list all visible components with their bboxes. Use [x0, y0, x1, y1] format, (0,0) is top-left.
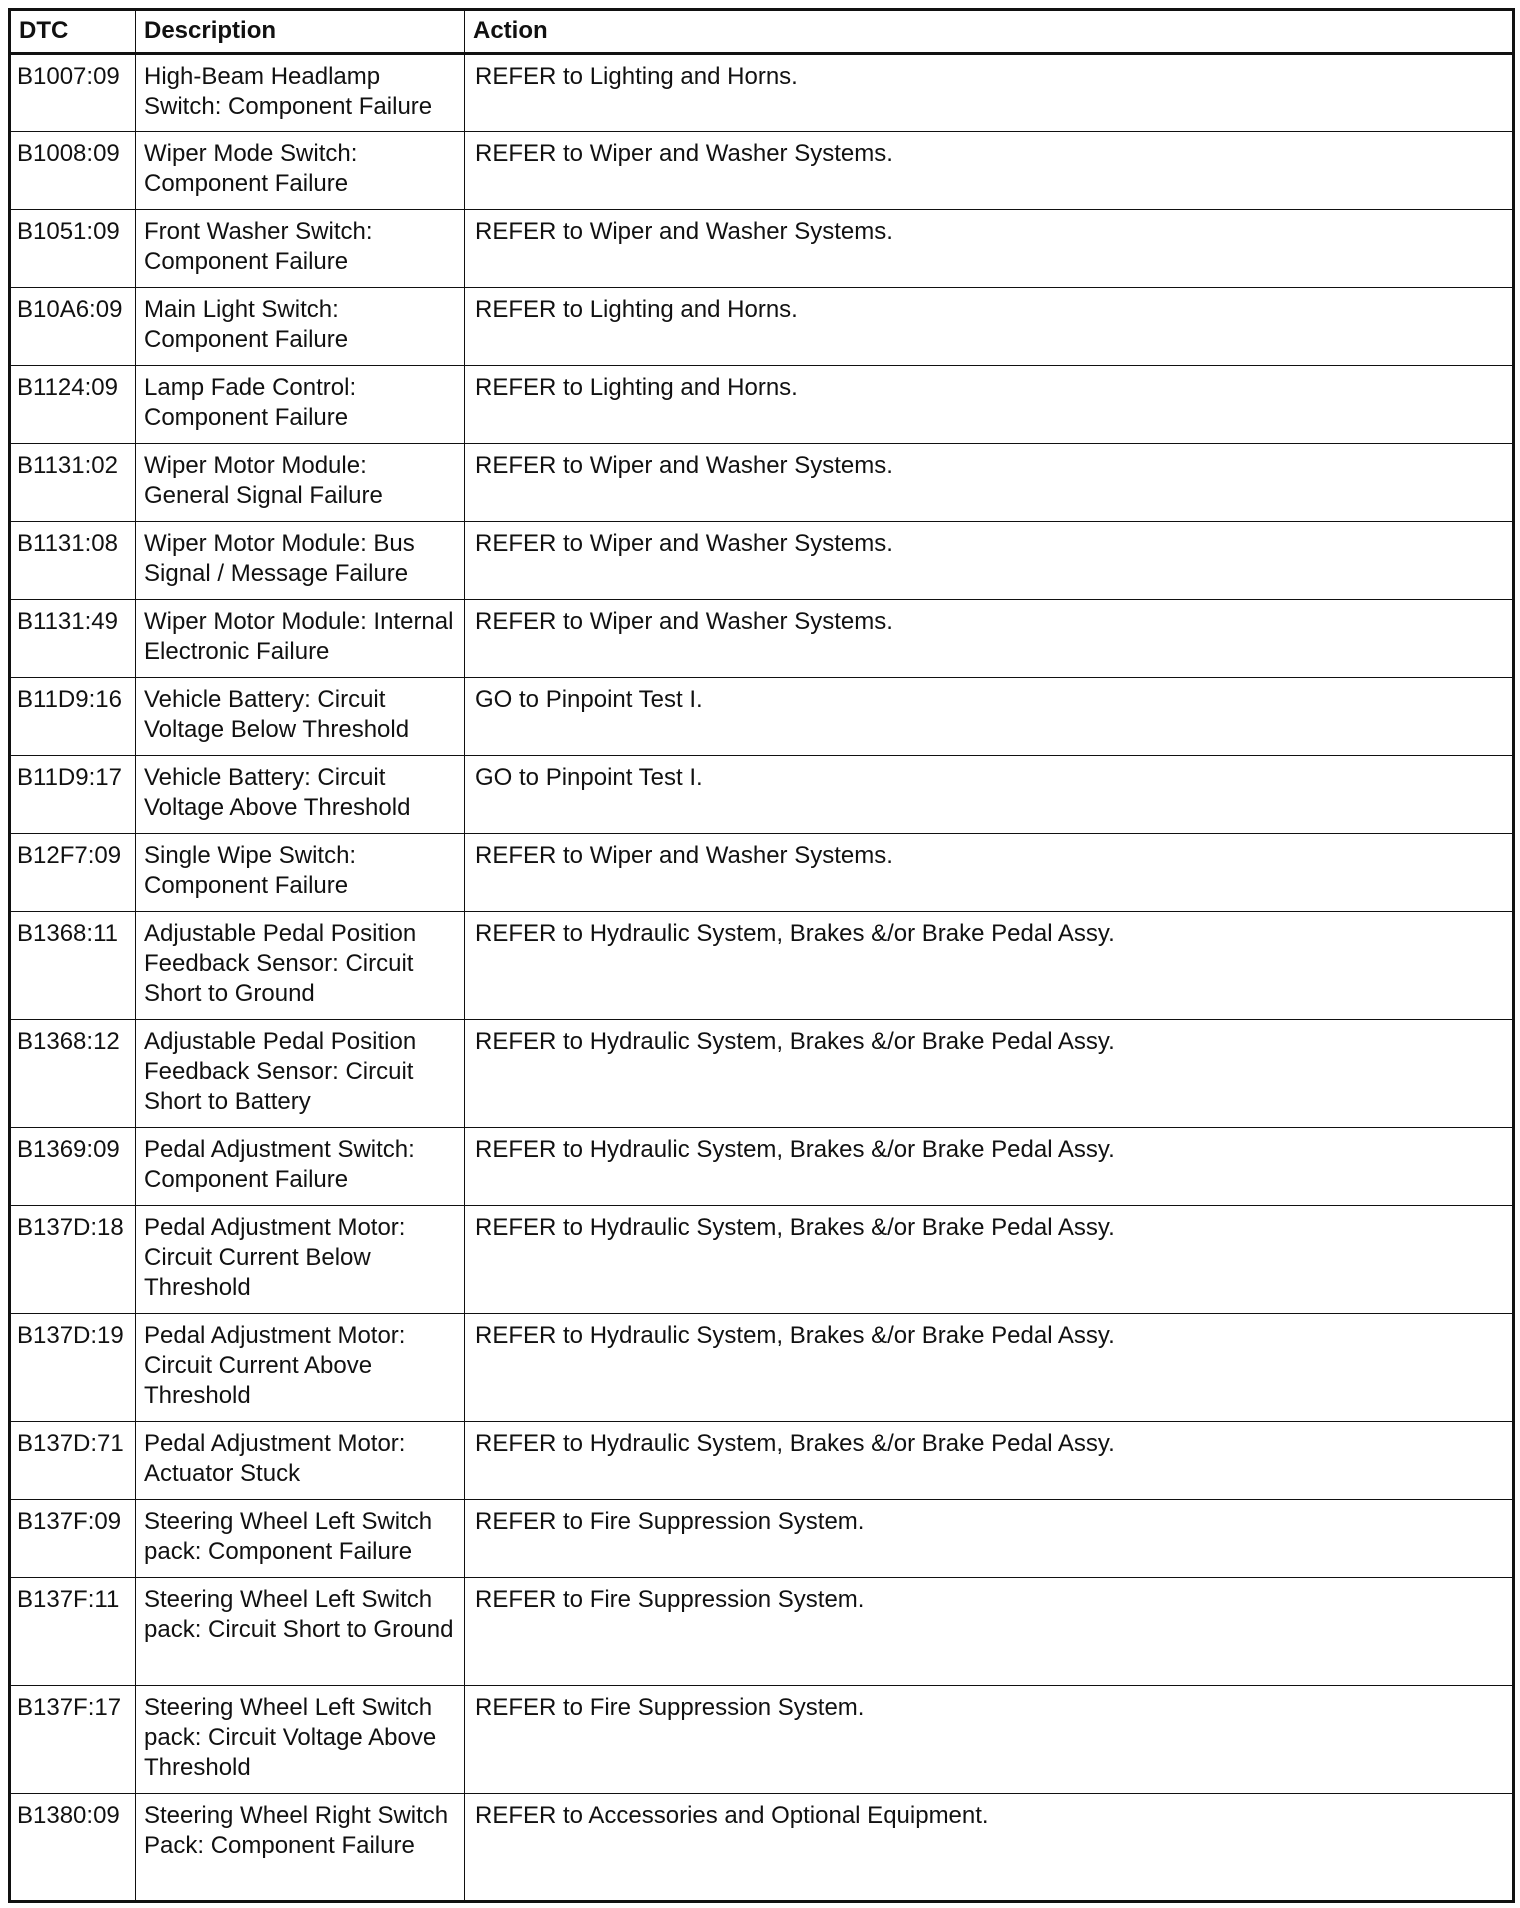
- dtc-action: REFER to Fire Suppression System.: [465, 1500, 1514, 1578]
- dtc-action: REFER to Wiper and Washer Systems.: [465, 210, 1514, 288]
- dtc-code: B1131:08: [10, 522, 136, 600]
- dtc-description: Front Washer Switch: Component Failure: [136, 210, 465, 288]
- table-header-row: [10, 10, 1514, 54]
- dtc-code: B1368:11: [10, 912, 136, 1020]
- dtc-description: Steering Wheel Left Switch pack: Component Failure: [136, 1500, 465, 1578]
- dtc-action: REFER to Fire Suppression System.: [465, 1578, 1514, 1686]
- dtc-code: B1368:12: [10, 1020, 136, 1128]
- dtc-code: B137D:71: [10, 1422, 136, 1500]
- dtc-code: B1007:09: [10, 54, 136, 132]
- dtc-code: B137D:19: [10, 1314, 136, 1422]
- dtc-code: B137D:18: [10, 1206, 136, 1314]
- dtc-action: GO to Pinpoint Test I.: [465, 678, 1514, 756]
- dtc-description: Adjustable Pedal Position Feedback Sensor: Circuit Short to Ground: [136, 912, 465, 1020]
- table-row: [10, 678, 1514, 756]
- table-row: [10, 54, 1514, 132]
- dtc-action: REFER to Lighting and Horns.: [465, 54, 1514, 132]
- table-row: [10, 1794, 1514, 1902]
- dtc-action: REFER to Hydraulic System, Brakes &/or Brake Pedal Assy.: [465, 1020, 1514, 1128]
- dtc-code: B1124:09: [10, 366, 136, 444]
- table-row: [10, 288, 1514, 366]
- table-row: [10, 522, 1514, 600]
- table-row: [10, 1686, 1514, 1794]
- header-description: Description: [136, 10, 465, 54]
- dtc-action: REFER to Fire Suppression System.: [465, 1686, 1514, 1794]
- table-row: [10, 1128, 1514, 1206]
- dtc-action: REFER to Wiper and Washer Systems.: [465, 600, 1514, 678]
- dtc-code: B137F:17: [10, 1686, 136, 1794]
- table-row: [10, 1422, 1514, 1500]
- dtc-action: REFER to Hydraulic System, Brakes &/or Brake Pedal Assy.: [465, 1206, 1514, 1314]
- dtc-description: Main Light Switch: Component Failure: [136, 288, 465, 366]
- dtc-description: High-Beam Headlamp Switch: Component Failure: [136, 54, 465, 132]
- dtc-code: B1051:09: [10, 210, 136, 288]
- table-row: [10, 444, 1514, 522]
- dtc-code: B1380:09: [10, 1794, 136, 1902]
- dtc-code: B11D9:16: [10, 678, 136, 756]
- header-dtc: DTC: [10, 10, 136, 54]
- table-row: [10, 366, 1514, 444]
- dtc-code: B12F7:09: [10, 834, 136, 912]
- dtc-description: Pedal Adjustment Switch: Component Failure: [136, 1128, 465, 1206]
- table-row: [10, 1500, 1514, 1578]
- header-action: Action: [465, 10, 1514, 54]
- dtc-description: Wiper Motor Module: Internal Electronic Failure: [136, 600, 465, 678]
- table-row: [10, 756, 1514, 834]
- dtc-action: REFER to Hydraulic System, Brakes &/or Brake Pedal Assy.: [465, 912, 1514, 1020]
- dtc-description: Vehicle Battery: Circuit Voltage Above Threshold: [136, 756, 465, 834]
- dtc-code: B11D9:17: [10, 756, 136, 834]
- dtc-action: GO to Pinpoint Test I.: [465, 756, 1514, 834]
- dtc-description: Wiper Motor Module: General Signal Failure: [136, 444, 465, 522]
- dtc-action: REFER to Lighting and Horns.: [465, 366, 1514, 444]
- dtc-action: REFER to Wiper and Washer Systems.: [465, 132, 1514, 210]
- dtc-action: REFER to Accessories and Optional Equipment.: [465, 1794, 1514, 1902]
- dtc-action: REFER to Hydraulic System, Brakes &/or Brake Pedal Assy.: [465, 1128, 1514, 1206]
- dtc-code: B1369:09: [10, 1128, 136, 1206]
- dtc-code: B137F:09: [10, 1500, 136, 1578]
- dtc-action: REFER to Hydraulic System, Brakes &/or Brake Pedal Assy.: [465, 1314, 1514, 1422]
- dtc-description: Pedal Adjustment Motor: Circuit Current Below Threshold: [136, 1206, 465, 1314]
- dtc-table: [8, 8, 1515, 1903]
- dtc-description: Steering Wheel Left Switch pack: Circuit Short to Ground: [136, 1578, 465, 1686]
- table-row: [10, 1314, 1514, 1422]
- dtc-description: Vehicle Battery: Circuit Voltage Below Threshold: [136, 678, 465, 756]
- table-row: [10, 912, 1514, 1020]
- dtc-description: Pedal Adjustment Motor: Actuator Stuck: [136, 1422, 465, 1500]
- table-row: [10, 210, 1514, 288]
- dtc-description: Steering Wheel Left Switch pack: Circuit Voltage Above Threshold: [136, 1686, 465, 1794]
- table-row: [10, 834, 1514, 912]
- dtc-description: Pedal Adjustment Motor: Circuit Current Above Threshold: [136, 1314, 465, 1422]
- table-row: [10, 600, 1514, 678]
- dtc-description: Single Wipe Switch: Component Failure: [136, 834, 465, 912]
- dtc-description: Steering Wheel Right Switch Pack: Component Failure: [136, 1794, 465, 1902]
- dtc-code: B1008:09: [10, 132, 136, 210]
- dtc-description: Lamp Fade Control: Component Failure: [136, 366, 465, 444]
- table-row: [10, 132, 1514, 210]
- dtc-code: B1131:49: [10, 600, 136, 678]
- dtc-action: REFER to Lighting and Horns.: [465, 288, 1514, 366]
- dtc-code: B10A6:09: [10, 288, 136, 366]
- dtc-action: REFER to Wiper and Washer Systems.: [465, 522, 1514, 600]
- dtc-description: Adjustable Pedal Position Feedback Sensor: Circuit Short to Battery: [136, 1020, 465, 1128]
- table-row: [10, 1020, 1514, 1128]
- dtc-description: Wiper Mode Switch: Component Failure: [136, 132, 465, 210]
- table-row: [10, 1206, 1514, 1314]
- dtc-code: B137F:11: [10, 1578, 136, 1686]
- dtc-description: Wiper Motor Module: Bus Signal / Message Failure: [136, 522, 465, 600]
- dtc-action: REFER to Wiper and Washer Systems.: [465, 444, 1514, 522]
- table-row: [10, 1578, 1514, 1686]
- dtc-action: REFER to Wiper and Washer Systems.: [465, 834, 1514, 912]
- dtc-action: REFER to Hydraulic System, Brakes &/or Brake Pedal Assy.: [465, 1422, 1514, 1500]
- dtc-code: B1131:02: [10, 444, 136, 522]
